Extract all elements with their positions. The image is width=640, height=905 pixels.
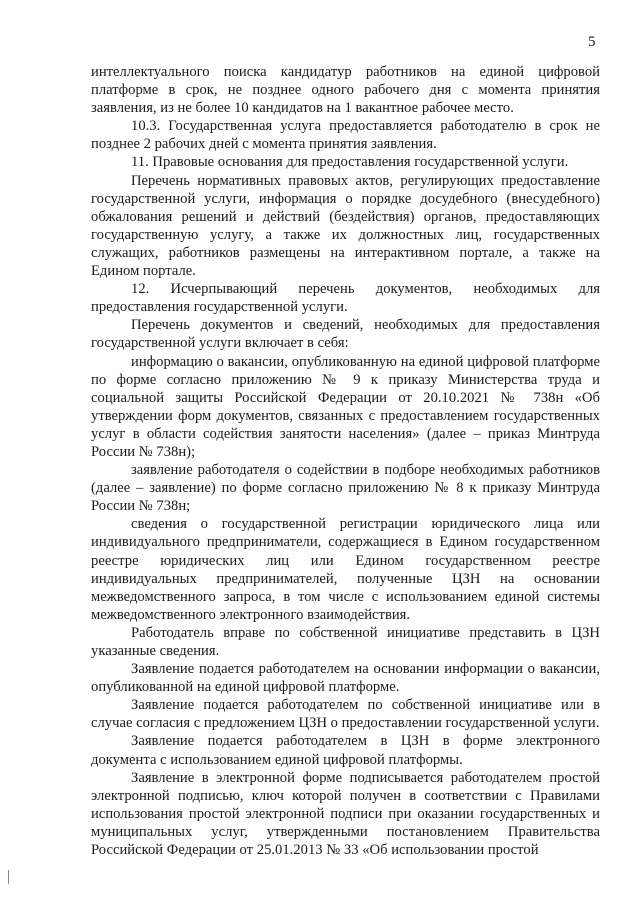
paragraph-legal-acts: Перечень нормативных правовых актов, регулирующих предоставление государственной услуги, информация о порядке досудебного (внесудебного) обжалования решений и действий (бездействия) органов, предоставляющих государственную услугу, а также их должностных лиц, государственных служащих, работников размещены на интерактивном портале, а также на Едином портале. bbox=[91, 172, 600, 280]
paragraph-documents-intro: Перечень документов и сведений, необходимых для предоставления государственной услуги включает в себя: bbox=[91, 317, 600, 352]
paragraph-application-form: Заявление подается работодателем в ЦЗН в форме электронного документа с использованием единой цифровой платформы. bbox=[91, 733, 600, 768]
document-body bbox=[91, 63, 600, 859]
list-item-registration-info: сведения о государственной регистрации юридического лица или индивидуального предприниматели, содержащиеся в Едином государственном реестре юридических лиц или Едином государственном реестре индивидуальных предпринимателей, полученные ЦЗН на основании межведомственного запроса, в том числе с использованием единой системы межведомственного электронного взаимодействия. bbox=[91, 516, 600, 623]
heading-documents-list: 12. Исчерпывающий перечень документов, необходимых для предоставления государственной услуги. bbox=[91, 281, 600, 316]
paragraph-search-candidates: интеллектуального поиска кандидатур работников на единой цифровой платформе в срок, не позднее одного рабочего дня с момента принятия заявления, из не более 10 кандидатов на 1 вакантное рабочее место. bbox=[91, 64, 600, 117]
paragraph-application-basis: Заявление подается работодателем на основании информации о вакансии, опубликованной на единой цифровой платформе. bbox=[91, 661, 600, 696]
heading-legal-grounds: 11. Правовые основания для предоставления государственной услуги. bbox=[131, 154, 569, 171]
scan-margin-mark bbox=[8, 870, 9, 884]
list-item-vacancy-info: информацию о вакансии, опубликованную на единой цифровой платформе по форме согласно приложению № 9 к приказу Министерства труда и социальной защиты Российской Федерации от 20.10.2021 № 738н «Об утверждении форм документов, связанных с предоставлением государственных услуг в области содействия занятости населения» (далее – приказ Минтруда России № 738н); bbox=[91, 353, 600, 460]
paragraph-service-term: 10.3. Государственная услуга предоставляется работодателю в срок не позднее 2 рабочих дней с момента принятия заявления. bbox=[91, 118, 600, 153]
paragraph-application-initiative: Заявление подается работодателем по собственной инициативе или в случае согласия с предложением ЦЗН о предоставлении государственной услуги. bbox=[91, 697, 600, 732]
paragraph-employer-right: Работодатель вправе по собственной инициативе представить в ЦЗН указанные сведения. bbox=[91, 624, 600, 659]
paragraph-electronic-signature: Заявление в электронной форме подписывается работодателем простой электронной подписью, ключ которой получен в соответствии с Правилами использования простой электронной подписи при оказании государственных и муниципальных услуг, утвержденными постановлением Правительства Российской Федерации от 25.01.2013 № 33 «Об использовании простой bbox=[91, 769, 600, 859]
list-item-employer-application: заявление работодателя о содействии в подборе необходимых работников (далее – заявление) по форме согласно приложению № 8 к приказу Минтруда России № 738н; bbox=[91, 462, 600, 515]
page-number: 5 bbox=[588, 34, 596, 50]
